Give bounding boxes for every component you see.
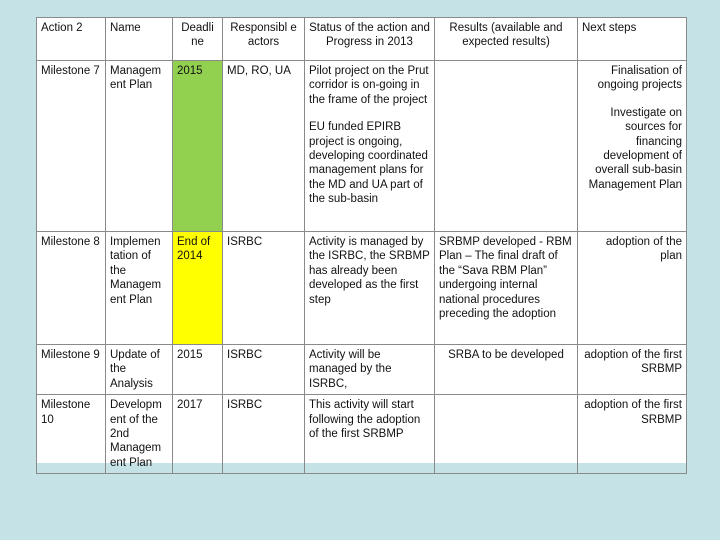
next-steps-cell: adoption of the plan — [578, 232, 687, 345]
header-name: Name — [106, 18, 173, 61]
deadline-cell: 2015 — [173, 345, 223, 395]
header-next-steps: Next steps — [578, 18, 687, 61]
header-responsible: Responsibl e actors — [223, 18, 305, 61]
status-cell — [305, 61, 435, 232]
status-text: Pilot project on the Prut corridor is on-going in the frame of the project — [309, 65, 429, 106]
responsible-cell: ISRBC — [223, 232, 305, 345]
next-steps-text: Investigate on sources for financing development of overall sub-basin Management Plan — [588, 106, 682, 191]
results-cell: SRBA to be developed — [435, 345, 578, 395]
results-cell: SRBMP developed - RBM Plan – The final draft of the “Sava RBM Plan” undergoing internal national procedures preceding the adoption — [435, 232, 578, 345]
results-cell — [435, 61, 578, 232]
status-cell: Activity is managed by the ISRBC, the SRBMP has already been developed as the first step — [305, 232, 435, 345]
slide-sheet — [36, 17, 686, 469]
deadline-cell: End of 2014 — [173, 232, 223, 345]
deadline-cell: 2015 — [173, 61, 223, 232]
results-cell — [435, 395, 578, 474]
header-results: Results (available and expected results) — [435, 18, 578, 61]
deadline-cell: 2017 — [173, 395, 223, 474]
status-cell: Activity will be managed by the ISRBC, — [305, 345, 435, 395]
name-cell: Managem ent Plan — [106, 61, 173, 232]
header-deadline: Deadli ne — [173, 18, 223, 61]
action-cell: Milestone 10 — [37, 395, 106, 474]
next-steps-cell: adoption of the first SRBMP — [578, 345, 687, 395]
table-row — [37, 232, 687, 345]
name-cell: Update of the Analysis — [106, 345, 173, 395]
action-table — [36, 17, 687, 474]
action-cell: Milestone 8 — [37, 232, 106, 345]
status-cell: This activity will start following the adoption of the first SRBMP — [305, 395, 435, 474]
status-text: EU funded EPIRB project is ongoing, developing coordinated management plans for the MD and UA part of the sub-basin — [309, 121, 428, 206]
name-cell: Implemen tation of the Managem ent Plan — [106, 232, 173, 345]
name-cell: Developm ent of the 2nd Managem ent Plan — [106, 395, 173, 474]
next-steps-cell — [578, 61, 687, 232]
header-status: Status of the action and Progress in 2013 — [305, 18, 435, 61]
action-cell: Milestone 7 — [37, 61, 106, 232]
header-action: Action 2 — [37, 18, 106, 61]
header-row — [37, 18, 687, 61]
table-row — [37, 345, 687, 395]
next-steps-cell: adoption of the first SRBMP — [578, 395, 687, 474]
table-row — [37, 61, 687, 232]
action-cell: Milestone 9 — [37, 345, 106, 395]
responsible-cell: ISRBC — [223, 345, 305, 395]
responsible-cell: ISRBC — [223, 395, 305, 474]
table-row — [37, 395, 687, 474]
responsible-cell: MD, RO, UA — [223, 61, 305, 232]
next-steps-text: Finalisation of ongoing projects — [597, 65, 682, 92]
